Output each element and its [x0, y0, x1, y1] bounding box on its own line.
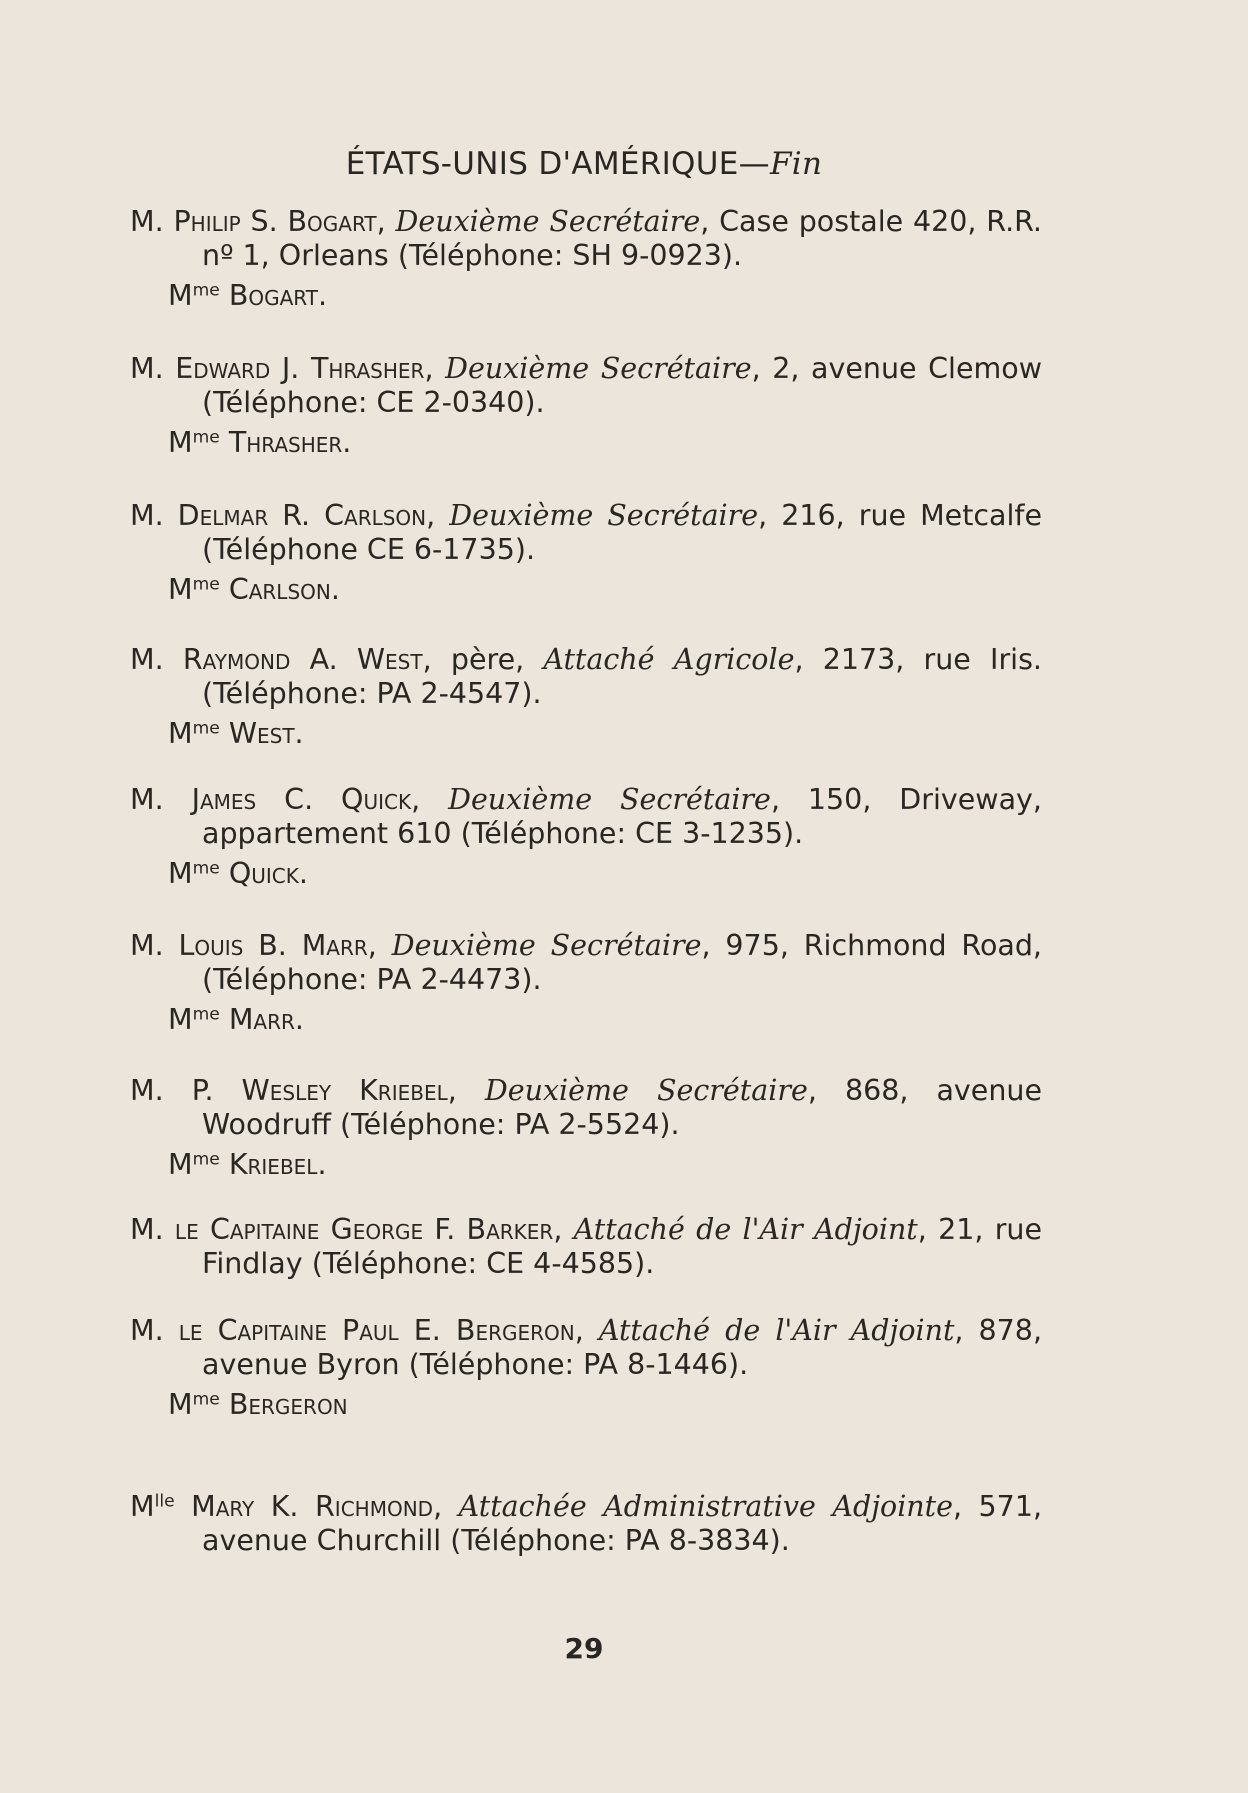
address: , 878, avenue Byron (Téléphone: PA 8-1446). — [202, 1314, 1042, 1381]
directory-entry — [130, 643, 1042, 751]
spouse-name: Thrasher. — [219, 426, 352, 459]
address: , 150, Driveway, appartement 610 (Téléphone: CE 3-1235). — [202, 783, 1042, 850]
address: , 975, Richmond Road, (Téléphone: PA 2-4473). — [202, 929, 1042, 996]
person-name: Delmar R. Carlson — [177, 499, 427, 532]
spouse-name: Kriebel. — [219, 1148, 327, 1181]
directory-entry — [130, 499, 1042, 607]
spouse-line: $M^{me}$ Bergeron — [168, 1388, 348, 1421]
person-name: le Capitaine Paul E. Bergeron — [178, 1314, 575, 1347]
address: , 2173, rue Iris. (Téléphone: PA 2-4547). — [202, 643, 1042, 710]
directory-entry — [130, 929, 1042, 1037]
job-title: Deuxième Secrétaire — [391, 929, 702, 962]
job-title: Deuxième Secrétaire — [484, 1074, 808, 1107]
job-title: Attaché Agricole — [543, 643, 795, 676]
entry-line: M. Edward J. Thrasher, Deuxième Secrétaire, 2, avenue Clemow (Téléphone: CE 2-0340). — [130, 352, 1043, 419]
directory-entry — [130, 783, 1042, 891]
address: , 216, rue Metcalfe (Téléphone CE 6-1735). — [202, 499, 1042, 566]
directory-entry — [130, 1314, 1042, 1422]
entry-line: M. Louis B. Marr, Deuxième Secrétaire, 975, Richmond Road, (Téléphone: PA 2-4473). — [130, 929, 1042, 996]
address: , 571, avenue Churchill (Téléphone: PA 8-3834). — [202, 1490, 1043, 1557]
spouse-name: Bogart. — [219, 279, 328, 312]
directory-entry — [130, 205, 1042, 313]
page-title-suffix: Fin — [769, 146, 823, 182]
directory-entry — [130, 1490, 1042, 1558]
address: , 21, rue Findlay (Téléphone: CE 4-4585). — [202, 1213, 1043, 1280]
page-number: 29 — [564, 1632, 604, 1665]
job-title: Deuxième Secrétaire — [449, 499, 759, 532]
spouse-line: $M^{me}$ Marr. — [168, 1003, 304, 1036]
spouse-name: Quick. — [219, 857, 308, 890]
person-name: Louis B. Marr — [178, 929, 368, 962]
spouse-line: $M^{me}$ Kriebel. — [168, 1148, 327, 1181]
spouse-name: West. — [219, 717, 304, 750]
job-title: Deuxième Secrétaire — [395, 205, 701, 238]
person-name: le Capitaine George F. Barker — [174, 1213, 554, 1246]
job-title: Deuxième Secrétaire — [448, 783, 771, 816]
entry-line: M. James C. Quick, Deuxième Secrétaire, 150, Driveway, appartement 610 (Téléphone: CE 3-1235). — [130, 783, 1042, 850]
person-name: P. Wesley Kriebel — [191, 1074, 448, 1107]
page-title-main: ÉTATS-UNIS D'AMÉRIQUE— — [345, 146, 770, 182]
entry-line: M. Philip S. Bogart, Deuxième Secrétaire, Case postale 420, R.R. nº 1, Orleans (Téléphone: SH 9-0923). — [130, 205, 1042, 272]
entry-line: M. Raymond A. West, père, Attaché Agricole, 2173, rue Iris. (Téléphone: PA 2-4547). — [130, 643, 1042, 710]
address: , 2, avenue Clemow (Téléphone: CE 2-0340). — [202, 352, 1043, 419]
directory-entry — [130, 1074, 1042, 1182]
entry-line: M. Delmar R. Carlson, Deuxième Secrétaire, 216, rue Metcalfe (Téléphone CE 6-1735). — [130, 499, 1042, 566]
job-title: Attachée Administrative Adjointe — [458, 1490, 953, 1523]
spouse-name: Marr. — [219, 1003, 304, 1036]
spouse-name: Carlson. — [219, 573, 340, 606]
job-title: Attaché de l'Air Adjoint — [598, 1314, 955, 1347]
entry-line: $M^{lle}$ Mary K. Richmond, Attachée Administrative Adjointe, 571, avenue Churchill (Téléphone: PA 8-3834). — [130, 1490, 1043, 1557]
directory-entry — [130, 352, 1042, 460]
person-name: Mary K. Richmond — [191, 1490, 434, 1523]
spouse-line: $M^{me}$ Carlson. — [168, 573, 340, 606]
address: , Case postale 420, R.R. nº 1, Orleans (Téléphone: SH 9-0923). — [202, 205, 1042, 272]
spouse-line: $M^{me}$ Bogart. — [168, 279, 328, 312]
directory-entry — [130, 1213, 1042, 1281]
spouse-line: $M^{me}$ West. — [168, 717, 304, 750]
entry-line: M. le Capitaine Paul E. Bergeron, Attaché de l'Air Adjoint, 878, avenue Byron (Téléphone: PA 8-1446). — [130, 1314, 1042, 1381]
page-title — [0, 146, 1168, 182]
entry-line: M. P. Wesley Kriebel, Deuxième Secrétaire, 868, avenue Woodruff (Téléphone: PA 2-5524). — [130, 1074, 1042, 1141]
job-title: Deuxième Secrétaire — [445, 352, 752, 385]
spouse-line: $M^{me}$ Quick. — [168, 857, 308, 890]
person-name: Raymond A. West — [182, 643, 423, 676]
address: , 868, avenue Woodruff (Téléphone: PA 2-5524). — [202, 1074, 1042, 1141]
person-name: Philip S. Bogart — [173, 205, 377, 238]
person-name: Edward J. Thrasher — [175, 352, 425, 385]
person-name: James C. Quick — [191, 783, 412, 816]
spouse-line: $M^{me}$ Thrasher. — [168, 426, 352, 459]
entry-line: M. le Capitaine George F. Barker, Attaché de l'Air Adjoint, 21, rue Findlay (Téléphone: CE 4-4585). — [130, 1213, 1043, 1280]
job-title: Attaché de l'Air Adjoint — [573, 1213, 918, 1246]
spouse-name: Bergeron — [219, 1388, 348, 1421]
